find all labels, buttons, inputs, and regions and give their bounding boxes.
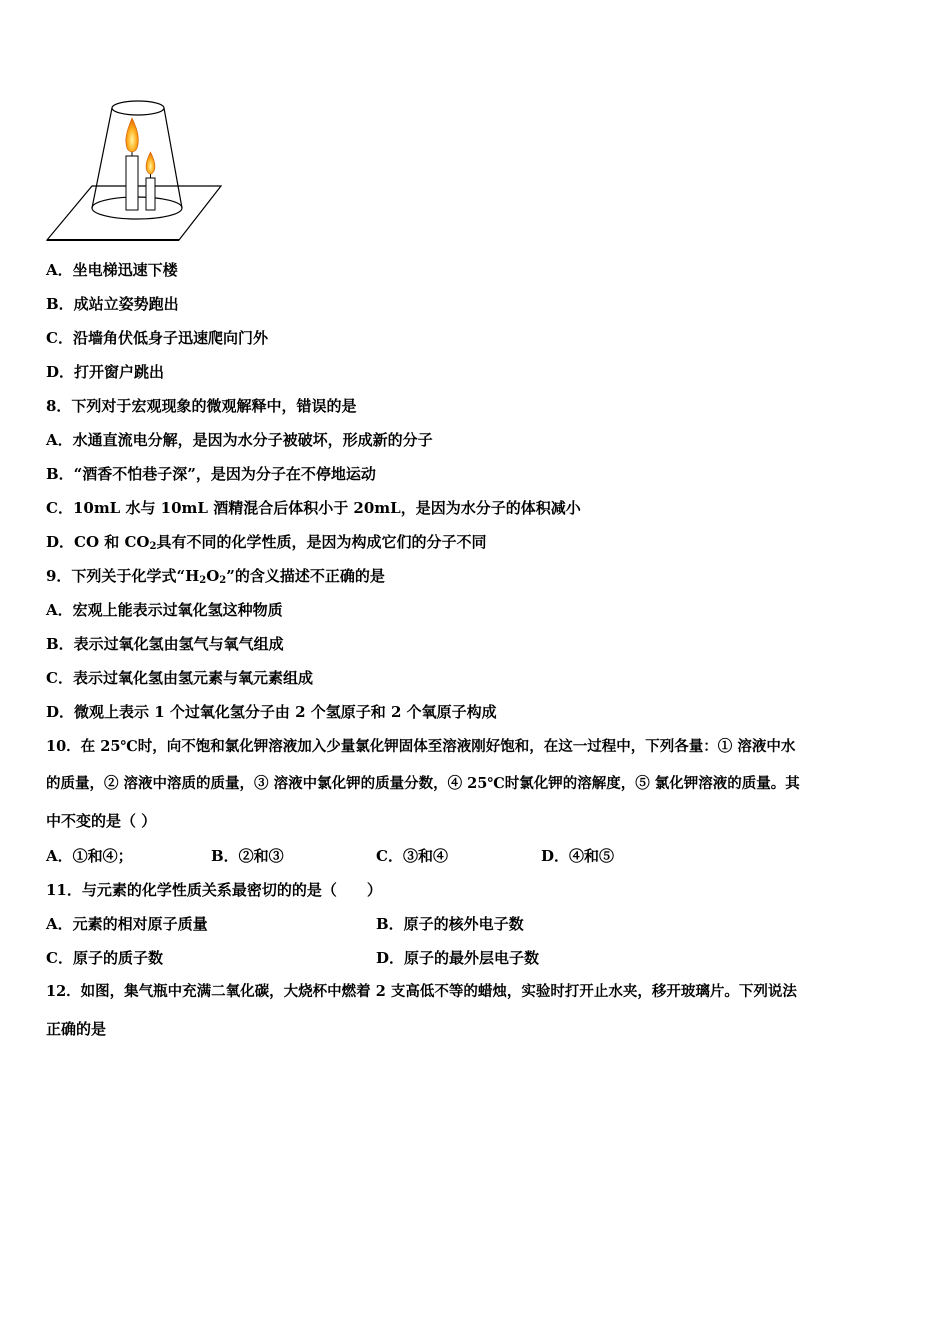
q8-d-sub: 2	[149, 541, 157, 552]
q8-option-c: C．10mL 水与 10mL 酒精混合后体积小于 20mL，是因为水分子的体积减小	[46, 499, 581, 517]
prev-option-b: B．成站立姿势跑出	[46, 295, 179, 313]
candle-beaker-figure	[44, 96, 224, 246]
q8-option-a: A．水通直流电分解，是因为水分子被破坏，形成新的分子	[46, 431, 433, 449]
beaker-top	[112, 101, 164, 115]
q9-stem-pre: 9．下列关于化学式“H	[46, 567, 200, 585]
q10-option-c: C．③和④	[376, 847, 448, 865]
prev-option-d: D．打开窗户跳出	[46, 363, 165, 381]
tall-candle	[126, 156, 138, 210]
q8-d-pre: D．CO 和 CO	[46, 533, 150, 551]
short-candle	[146, 178, 155, 210]
q11-option-b: B．原子的核外电子数	[376, 915, 524, 933]
q9-option-c: C．表示过氧化氢由氢元素与氧元素组成	[46, 669, 313, 687]
q8-stem: 8．下列对于宏观现象的微观解释中，错误的是	[46, 397, 357, 415]
q10-line1: 10．在 25℃时，向不饱和氯化钾溶液加入少量氯化钾固体至溶液刚好饱和，在这一过程中，下列各量：① 溶液中水	[46, 738, 796, 755]
q9-option-a: A．宏观上能表示过氧化氢这种物质	[46, 601, 283, 619]
q8-d-post: 具有不同的化学性质，是因为构成它们的分子不同	[156, 533, 487, 551]
q9-option-d: D．微观上表示 1 个过氧化氢分子由 2 个氢原子和 2 个氧原子构成	[46, 703, 497, 721]
q10-option-b: B．②和③	[211, 847, 284, 865]
q10-option-a: A．①和④；	[46, 847, 133, 865]
q12-line1: 12．如图，集气瓶中充满二氧化碳，大烧杯中燃着 2 支高低不等的蜡烛，实验时打开止水夹，移开玻璃片。下列说法	[46, 983, 797, 1000]
q9-stem	[46, 565, 385, 592]
q10-line2: 的质量，② 溶液中溶质的质量，③ 溶液中氯化钾的质量分数，④ 25℃时氯化钾的溶解度，⑤ 氯化钾溶液的质量。其	[46, 775, 800, 792]
prev-option-a: A．坐电梯迅速下楼	[46, 261, 178, 279]
q11-option-d: D．原子的最外层电子数	[376, 949, 540, 967]
prev-option-c: C．沿墙角伏低身子迅速爬向门外	[46, 329, 268, 347]
q9-stem-sub1: 2	[199, 575, 207, 586]
tall-candle-flame	[126, 118, 139, 152]
q11-stem: 11．与元素的化学性质关系最密切的的是（ ）	[46, 881, 382, 899]
q9-stem-post: ”的含义描述不正确的是	[226, 567, 385, 585]
q8-option-b: B．“酒香不怕巷子深”，是因为分子在不停地运动	[46, 465, 376, 483]
q11-option-c: C．原子的质子数	[46, 949, 163, 967]
q11-option-a: A．元素的相对原子质量	[46, 915, 208, 933]
q9-stem-sub2: 2	[219, 575, 227, 586]
q9-stem-mid: O	[206, 567, 220, 585]
q10-line3: 中不变的是（ ）	[46, 812, 157, 830]
q8-option-d	[46, 531, 486, 558]
q9-option-b: B．表示过氧化氢由氢气与氧气组成	[46, 635, 284, 653]
q12-line2: 正确的是	[46, 1020, 107, 1038]
short-candle-flame	[146, 152, 155, 174]
q10-option-d: D．④和⑤	[541, 847, 615, 865]
